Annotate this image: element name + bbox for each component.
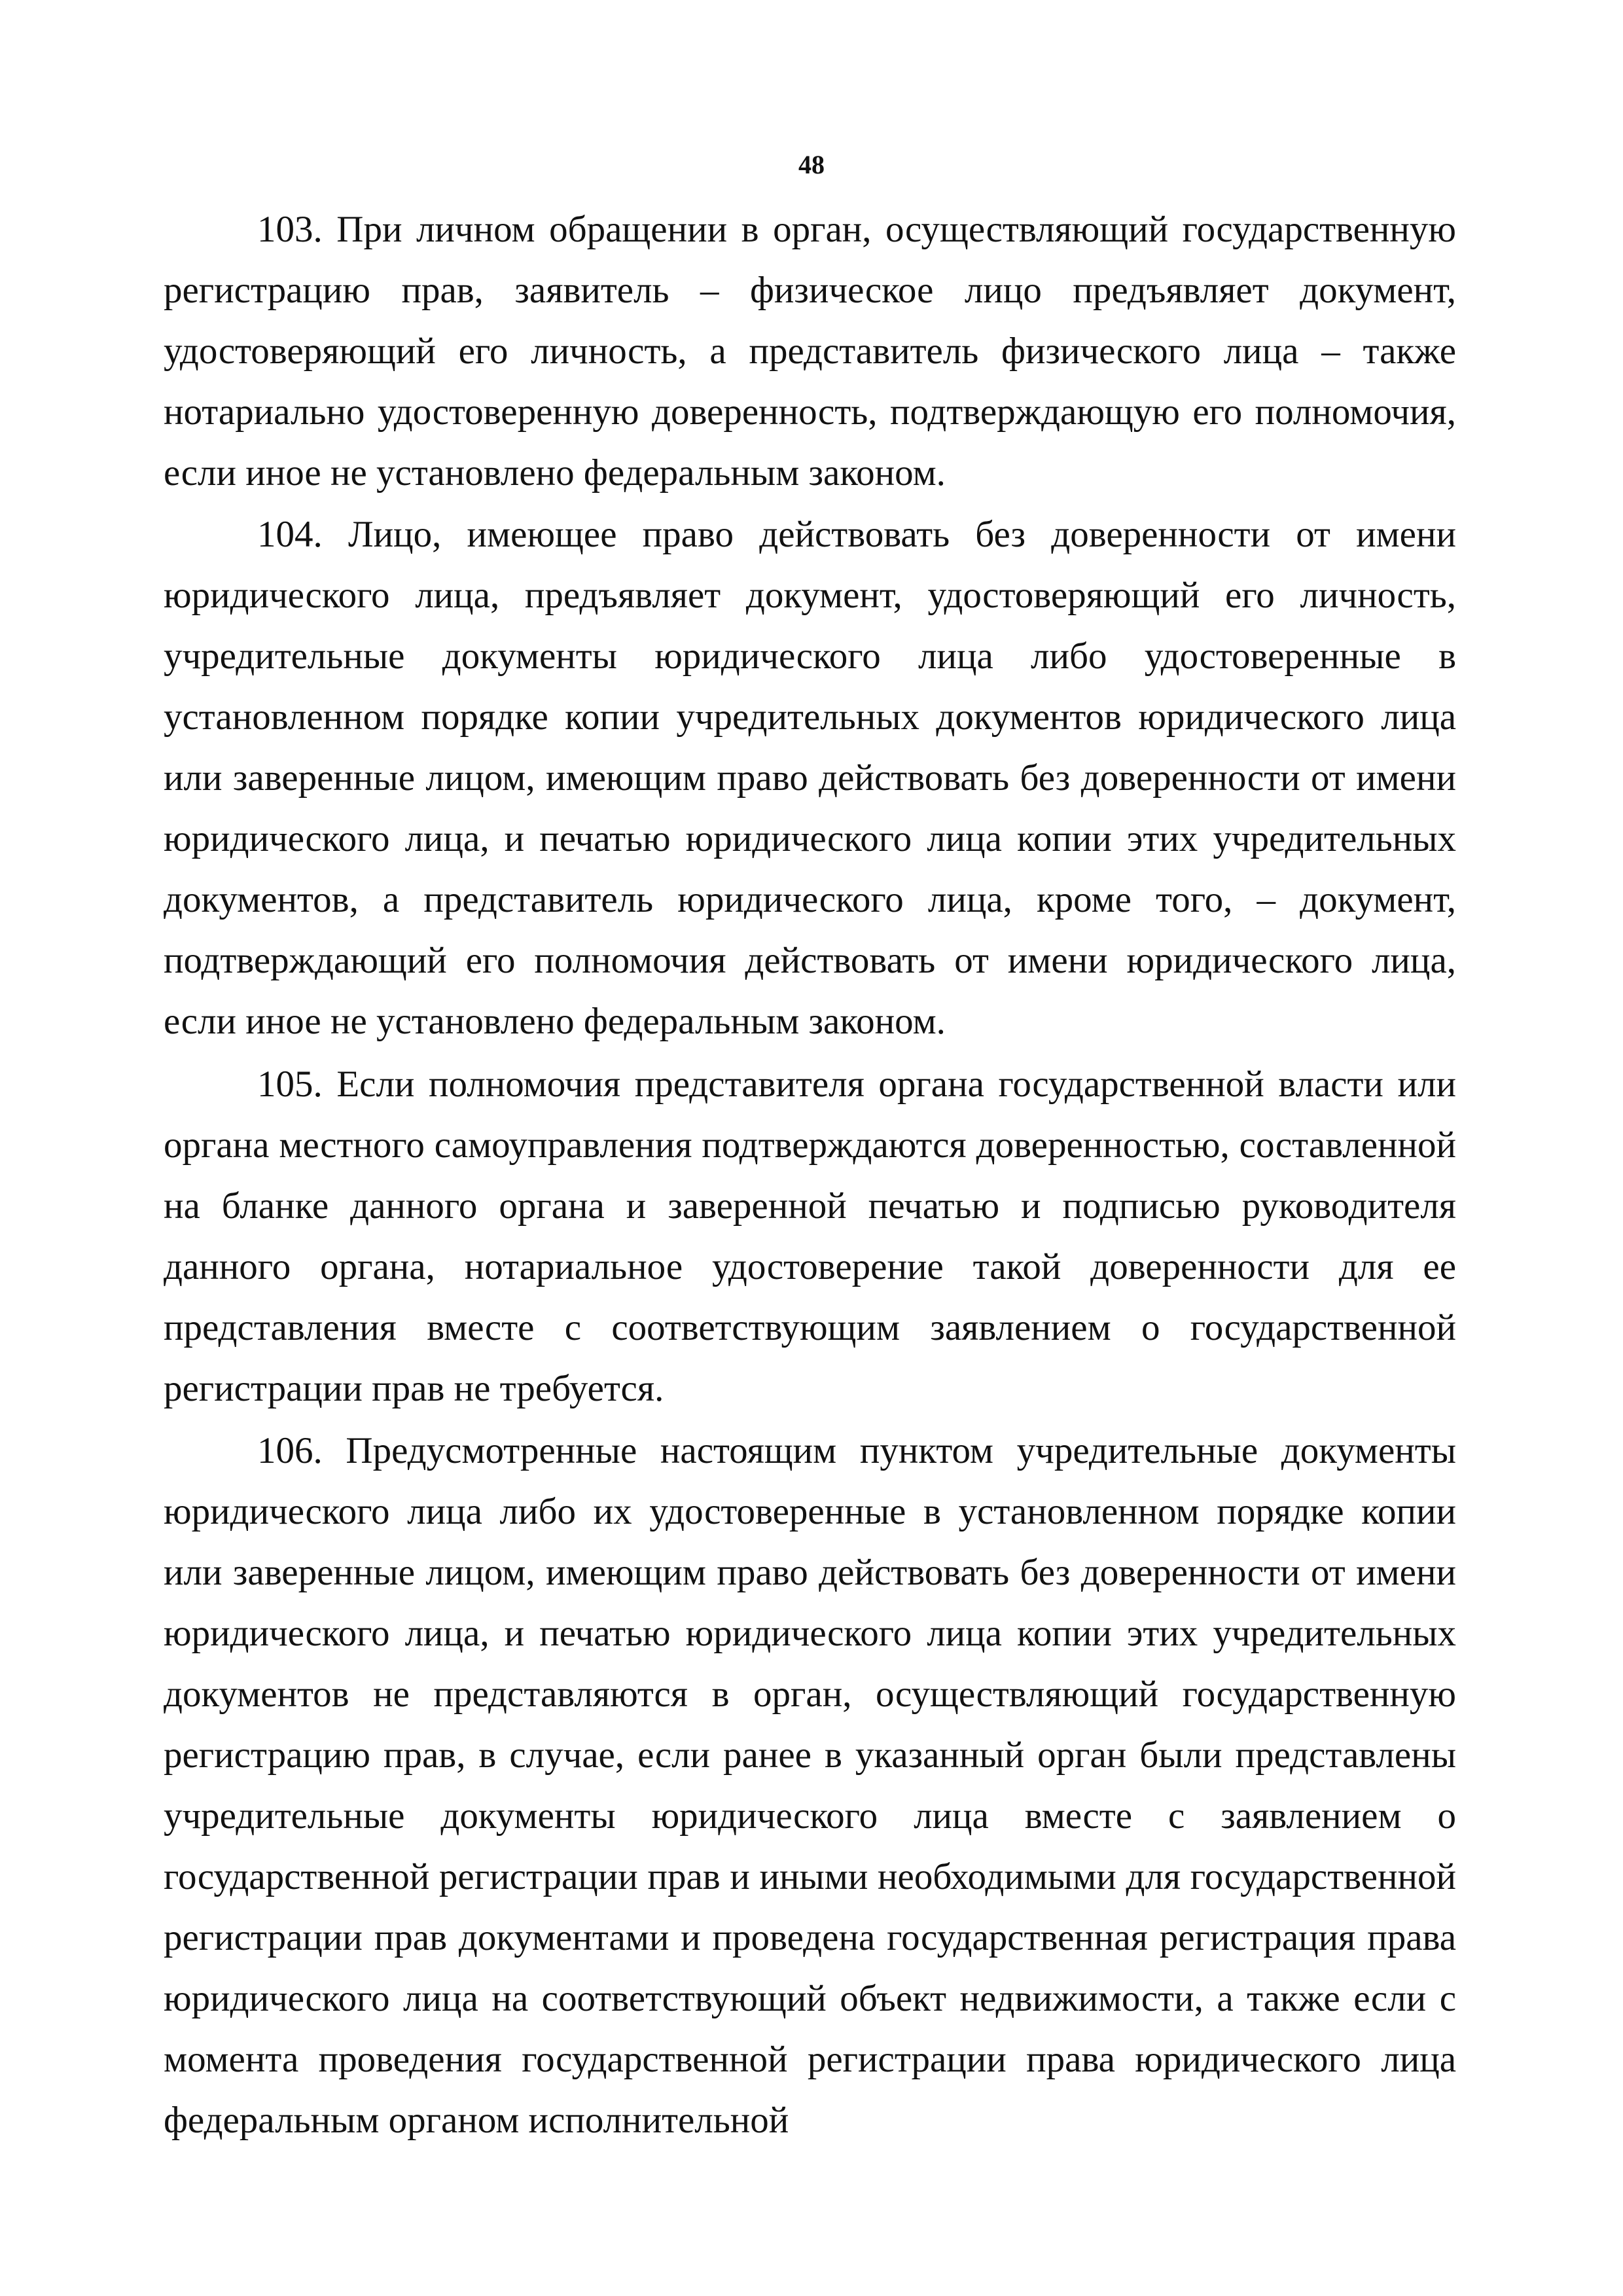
paragraph-103: 103. При личном обращении в орган, осуществляющий государственную регистрацию прав, заявитель – физическое лицо предъявляет документ, удостоверяющий его личность, а представитель физического лица – также нотариально удостоверенную доверенность, подтверждающую его полномочия, если иное не установлено федеральным законом. bbox=[164, 209, 1456, 493]
paragraph-104: 104. Лицо, имеющее право действовать без доверенности от имени юридического лица, предъявляет документ, удостоверяющий его личность, учредительные документы юридического лица либо удостоверенные в установленном порядке копии учредительных документов юридического лица или заверенные лицом, имеющим право действовать без доверенности от имени юридического лица, и печатью юридического лица копии этих учредительных документов, а представитель юридического лица, кроме того, – документ, подтверждающий его полномочия действовать от имени юридического лица, если иное не установлено федеральным законом. bbox=[164, 514, 1456, 1042]
paragraph-106: 106. Предусмотренные настоящим пунктом учредительные документы юридического лица либо их удостоверенные в установленном порядке копии или заверенные лицом, имеющим право действовать без доверенности от имени юридического лица, и печатью юридического лица копии этих учредительных документов не представляются в орган, осуществляющий государственную регистрацию прав, в случае, если ранее в указанный орган были представлены учредительные документы юридического лица вместе с заявлением о государственной регистрации прав и иными необходимыми для государственной регистрации прав документами и проведена государственная регистрация права юридического лица на соответствующий объект недвижимости, а также если с момента проведения государственной регистрации права юридического лица федеральным органом исполнительной bbox=[164, 1430, 1456, 2141]
page-number: 48 bbox=[798, 150, 825, 179]
paragraph-105: 105. Если полномочия представителя органа государственной власти или органа местного самоуправления подтверждаются доверенностью, составленной на бланке данного органа и заверенной печатью и подписью руководителя данного органа, нотариальное удостоверение такой доверенности для ее представления вместе с соответствующим заявлением о государственной регистрации прав не требуется. bbox=[164, 1064, 1456, 1409]
